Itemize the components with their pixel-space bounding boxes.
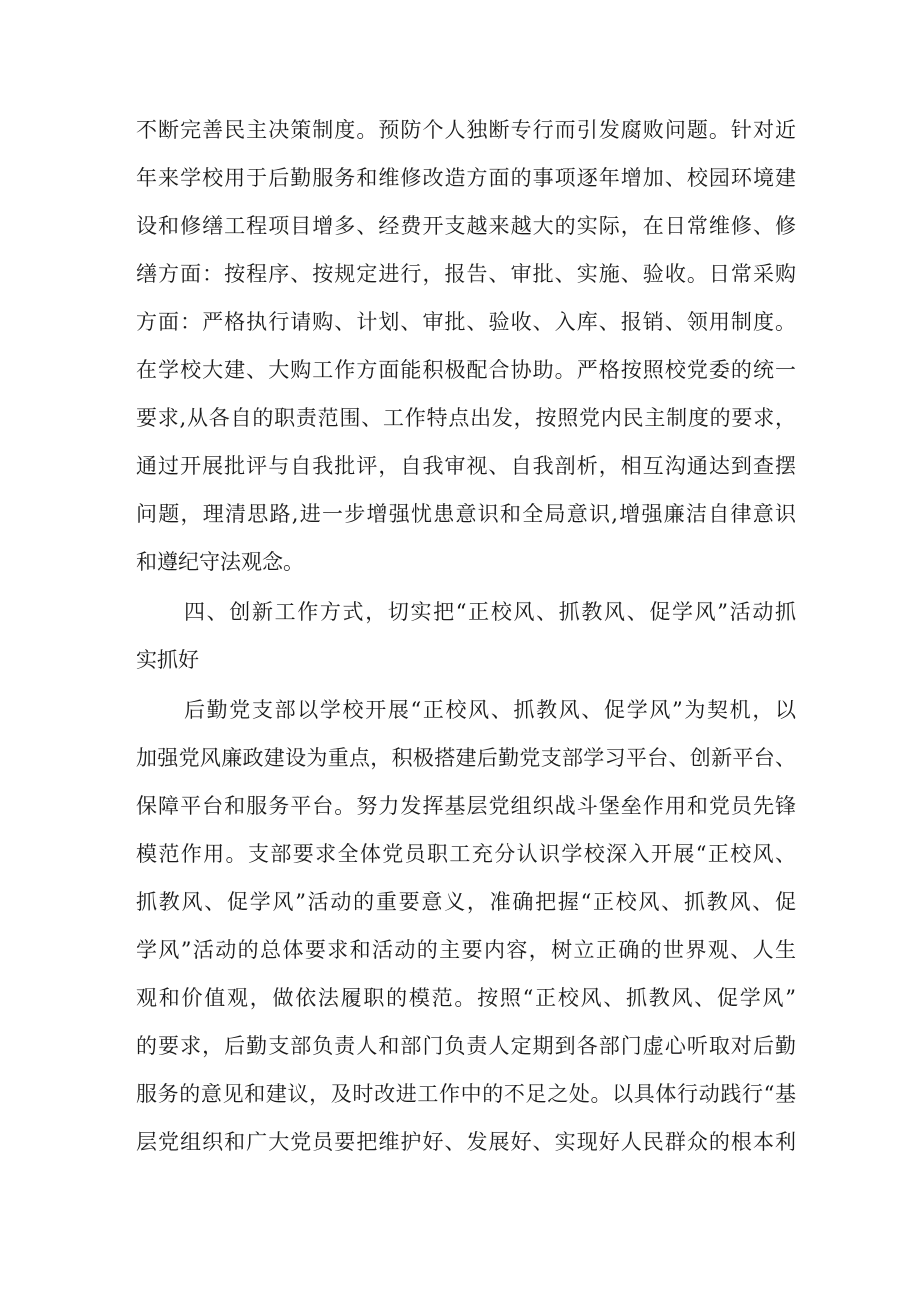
text-line: 服务的意见和建议，及时改进工作中的不足之处。以具体行动践行“基: [136, 1082, 796, 1106]
text-line: 设和修缮工程项目增多、经费开支越来越大的实际，在日常维修、修: [136, 214, 796, 238]
text-line: 学风”活动的总体要求和活动的主要内容，树立正确的世界观、人生: [136, 938, 796, 962]
text-line: 年来学校用于后勤服务和维修改造方面的事项逐年增加、校园环境建: [136, 166, 796, 190]
text-line: 加强党风廉政建设为重点，积极搭建后勤党支部学习平台、创新平台、: [136, 746, 796, 770]
text-line: 缮方面：按程序、按规定进行，报告、审批、实施、验收。日常采购: [136, 262, 796, 286]
text-line: 观和价值观，做依法履职的模范。按照“正校风、抓教风、促学风”: [136, 986, 796, 1010]
text-line: 要求,从各自的职责范围、工作特点出发，按照党内民主制度的要求，: [136, 406, 796, 430]
text-line: 在学校大建、大购工作方面能积极配合协助。严格按照校党委的统一: [136, 358, 796, 382]
text-line: 不断完善民主决策制度。预防个人独断专行而引发腐败问题。针对近: [136, 118, 796, 142]
text-line: 保障平台和服务平台。努力发挥基层党组织战斗堡垒作用和党员先锋: [136, 794, 796, 818]
heading-line: 四、创新工作方式，切实把“正校风、抓教风、促学风”活动抓: [184, 600, 796, 624]
text-line: 的要求，后勤支部负责人和部门负责人定期到各部门虚心听取对后勤: [136, 1034, 796, 1058]
heading-line: 实抓好: [136, 648, 199, 672]
text-line: 模范作用。支部要求全体党员职工充分认识学校深入开展“正校风、: [136, 842, 796, 866]
text-line: 和遵纪守法观念。: [136, 550, 304, 574]
text-line: 方面：严格执行请购、计划、审批、验收、入库、报销、领用制度。: [136, 310, 796, 334]
text-line: 后勤党支部以学校开展“正校风、抓教风、促学风”为契机，以: [184, 698, 796, 722]
text-line: 问题，理清思路,进一步增强忧患意识和全局意识,增强廉洁自律意识: [136, 502, 796, 526]
text-line: 通过开展批评与自我批评，自我审视、自我剖析，相互沟通达到查摆: [136, 454, 796, 478]
text-line: 层党组织和广大党员要把维护好、发展好、实现好人民群众的根本利: [136, 1130, 796, 1154]
text-line: 抓教风、促学风”活动的重要意义，准确把握“正校风、抓教风、促: [136, 890, 796, 914]
